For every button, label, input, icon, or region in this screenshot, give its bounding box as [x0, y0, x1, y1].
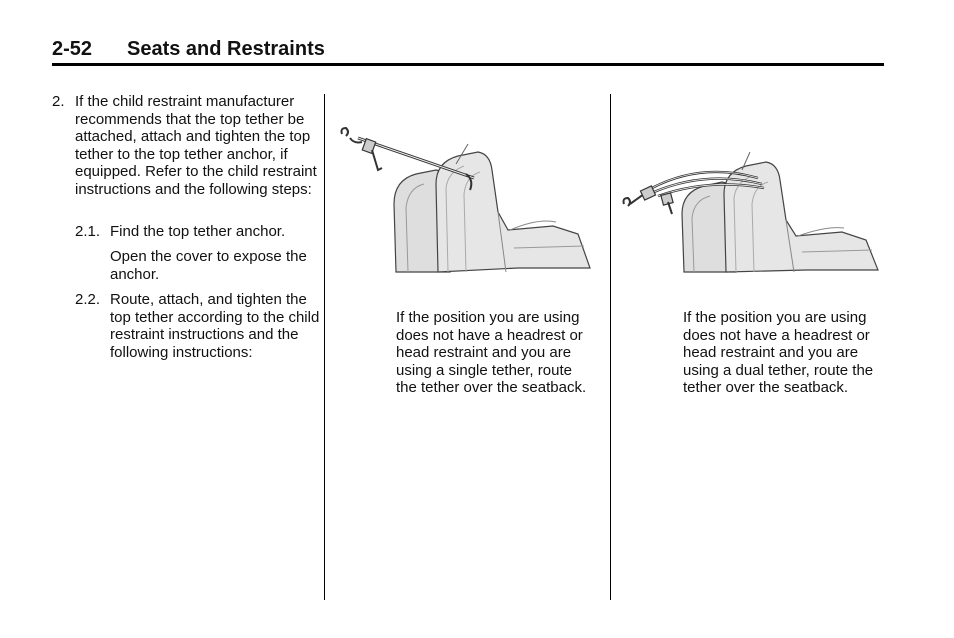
column-divider-right	[610, 94, 611, 600]
step-2-2-number: 2.2.	[75, 291, 101, 308]
step-2-1-text: Find the top tether anchor.	[110, 223, 286, 240]
step-2-1-detail: Open the cover to expose the anchor.	[110, 248, 307, 283]
page-header	[52, 38, 884, 66]
header-rule	[52, 63, 884, 66]
dual-tether-caption: If the position you are using does not have a headrest or head restraint and you are using a dual tether, route the tether over the seatback.	[683, 309, 874, 396]
step-2-number: 2.	[52, 93, 65, 110]
page-number: 2-52	[52, 38, 93, 60]
step-2-2-text: Route, attach, and tighten the top tether according to the child restraint instructions and the following instructions:	[110, 291, 320, 361]
column-divider-left	[324, 94, 325, 600]
dual-tether-illustration	[622, 148, 880, 274]
step-2-text: If the child restraint manufacturer recommends that the top tether be attached, attach and tighten the top tether to the top tether anchor, if equipped. Refer to the child restraint instructions and the following steps:	[75, 93, 317, 198]
single-tether-illustration	[338, 122, 596, 274]
section-title: Seats and Restraints	[127, 38, 325, 60]
single-tether-caption: If the position you are using does not have a headrest or head restraint and you are using a single tether, route the tether over the seatback.	[396, 309, 587, 396]
step-2-1-number: 2.1.	[75, 223, 101, 240]
